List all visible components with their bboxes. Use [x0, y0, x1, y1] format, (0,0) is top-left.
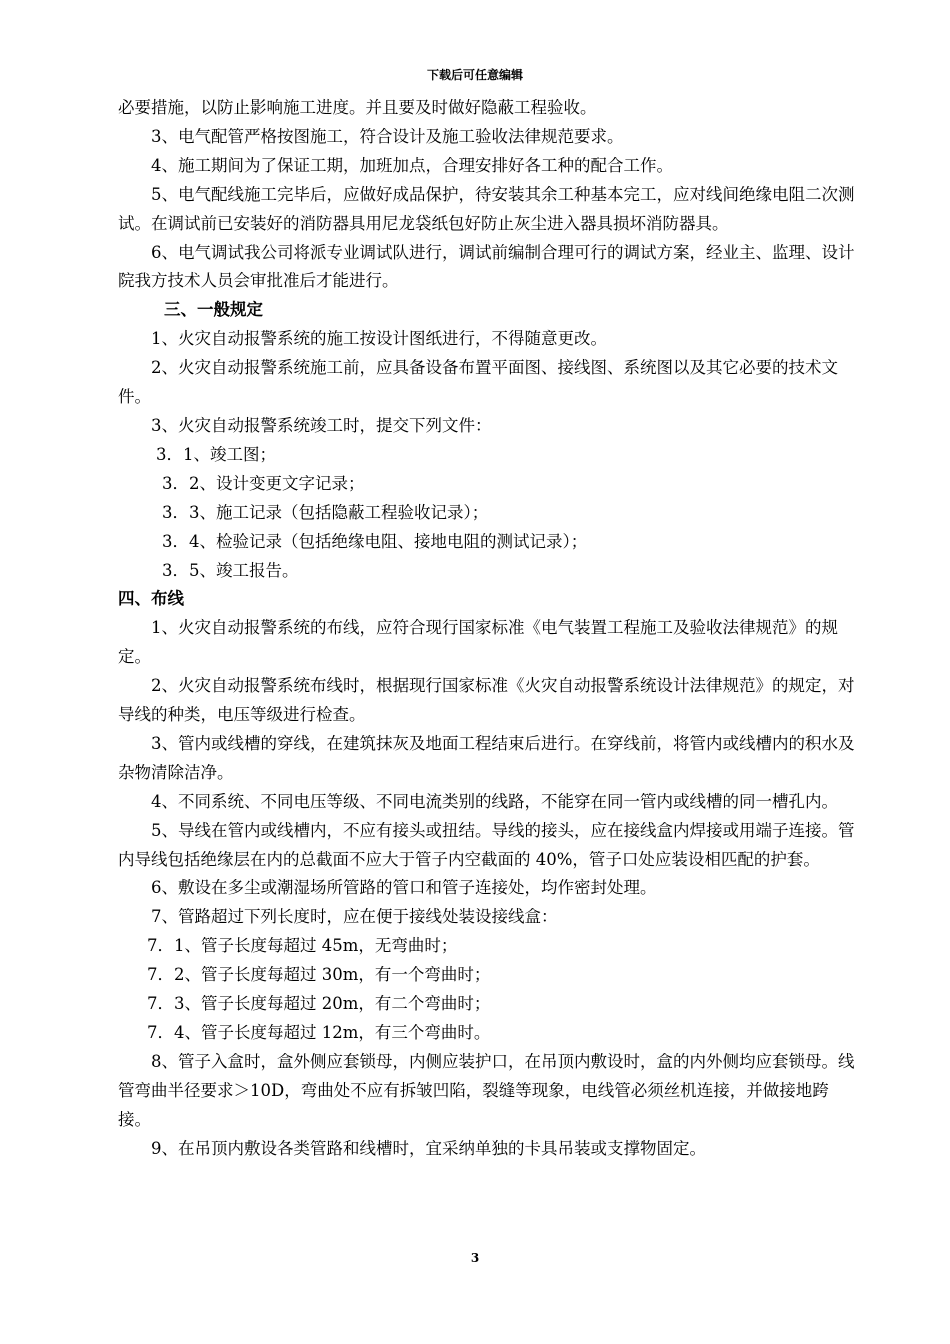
list-item: 3．3、施工记录（包括隐蔽工程验收记录）； [162, 502, 489, 522]
page-number: 3 [470, 1251, 480, 1265]
paragraph: 7、管路超过下列长度时，应在便于接线处装设接线盒： [151, 907, 558, 927]
list-item: 7．1、管子长度每超过 45m，无弯曲时； [147, 936, 458, 956]
paragraph: 2、火灾自动报警系统布线时，根据现行国家标准《火灾自动报警系统设计法律规范》的规定，对导线的种类，电压等级进行检查。 [118, 676, 855, 725]
list-item: 7．2、管子长度每超过 30m，有一个弯曲时； [147, 965, 491, 985]
paragraph: 6、电气调试我公司将派专业调试队进行，调试前编制合理可行的调试方案，经业主、监理、设计院我方技术人员会审批准后才能进行。 [118, 242, 855, 291]
paragraph: 2、火灾自动报警系统施工前，应具备设备布置平面图、接线图、系统图以及其它必要的技术文件。 [118, 358, 838, 407]
section-heading: 三、一般规定 [164, 300, 263, 320]
section-heading: 四、布线 [118, 589, 184, 609]
list-item: 3．1、竣工图； [156, 444, 276, 464]
paragraph: 1、火灾自动报警系统的布线，应符合现行国家标准《电气装置工程施工及验收法律规范》的规定。 [118, 618, 838, 667]
paragraph: 8、管子入盒时，盒外侧应套锁母，内侧应装护口，在吊顶内敷设时，盒的内外侧均应套锁母。线管弯曲半径要求＞10D，弯曲处不应有拆皱凹陷，裂缝等现象，电线管必须丝机连接，并做接地跨接。 [118, 1051, 855, 1129]
paragraph: 4、不同系统、不同电压等级、不同电流类别的线路，不能穿在同一管内或线槽的同一槽孔内。 [151, 791, 838, 811]
paragraph: 5、电气配线施工完毕后，应做好成品保护，待安装其余工种基本完工，应对线间绝缘电阻二次测试。在调试前已安装好的消防器具用尼龙袋纸包好防止灰尘进入器具损坏消防器具。 [118, 184, 855, 233]
paragraph: 3、电气配管严格按图施工，符合设计及施工验收法律规范要求。 [151, 126, 624, 146]
list-item: 7．4、管子长度每超过 12m，有三个弯曲时。 [147, 1023, 491, 1042]
paragraph: 9、在吊顶内敷设各类管路和线槽时，宜采纳单独的卡具吊装或支撑物固定。 [151, 1138, 706, 1158]
paragraph: 1、火灾自动报警系统的施工按设计图纸进行，不得随意更改。 [151, 329, 607, 349]
paragraph: 必要措施，以防止影响施工进度。并且要及时做好隐蔽工程验收。 [118, 98, 597, 117]
list-item: 3．4、检验记录（包括绝缘电阻、接地电阻的测试记录）； [162, 531, 588, 551]
list-item: 3．2、设计变更文字记录； [162, 473, 365, 493]
page-header: 下载后可任意编辑 [426, 68, 523, 82]
paragraph: 5、导线在管内或线槽内，不应有接头或扭结。导线的接头，应在接线盒内焊接或用端子连接。管内导线包括绝缘层在内的总截面不应大于管子内空截面的 40%，管子口处应装设相匹配的护套。 [118, 820, 855, 869]
list-item: 7．3、管子长度每超过 20m，有二个弯曲时； [147, 994, 491, 1014]
list-item: 3．5、竣工报告。 [162, 560, 299, 580]
paragraph: 4、施工期间为了保证工期，加班加点，合理安排好各工种的配合工作。 [151, 155, 673, 175]
paragraph: 6、敷设在多尘或潮湿场所管路的管口和管子连接处，均作密封处理。 [151, 878, 657, 898]
paragraph: 3、管内或线槽的穿线，在建筑抹灰及地面工程结束后进行。在穿线前，将管内或线槽内的积水及杂物清除洁净。 [118, 733, 855, 782]
paragraph: 3、火灾自动报警系统竣工时，提交下列文件： [151, 415, 492, 435]
document-body [118, 94, 858, 1164]
